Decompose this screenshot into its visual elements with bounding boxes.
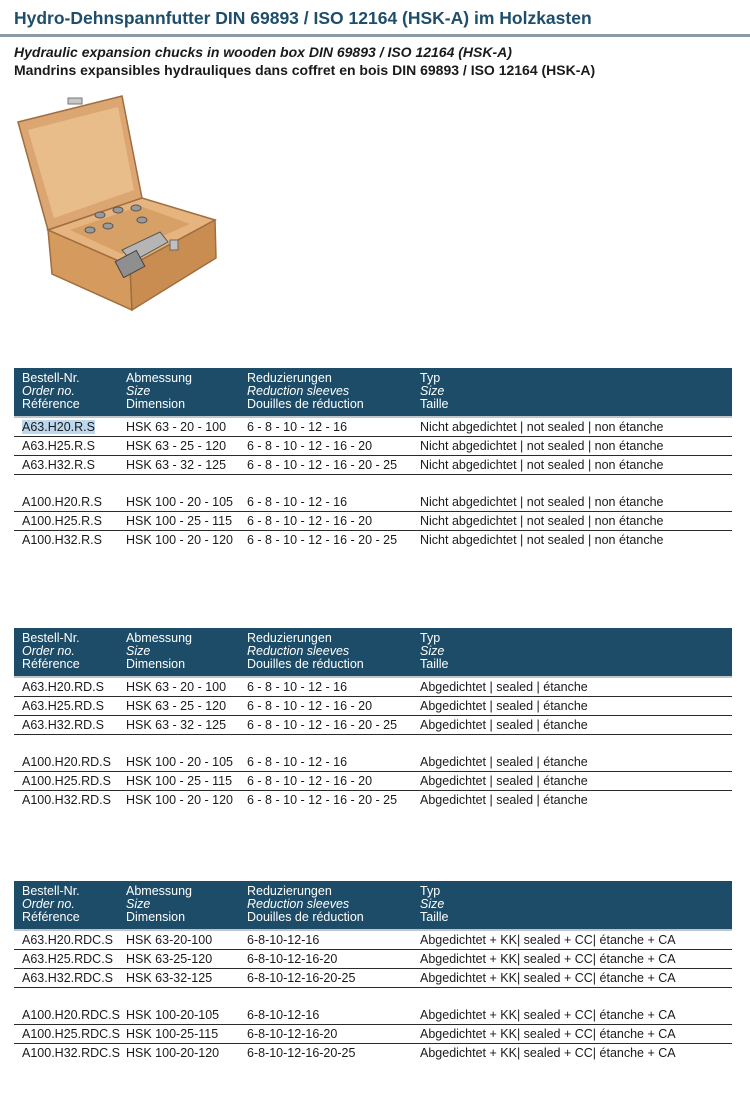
col-type-fr: Taille [420, 397, 449, 411]
table-header [14, 881, 732, 929]
col-size-de: Abmessung [126, 371, 193, 385]
table-row [14, 931, 732, 950]
table-row [14, 437, 732, 456]
col-sleeves-de: Reduzierungen [247, 371, 332, 385]
type-cell: Abgedichtet | sealed | étanche [420, 793, 588, 807]
col-sleeves-de: Reduzierungen [247, 884, 332, 898]
table-row [14, 950, 732, 969]
col-sleeves-fr: Douilles de réduction [247, 657, 364, 671]
title-divider [0, 34, 750, 37]
order-number[interactable]: A100.H20.RD.S [22, 755, 111, 769]
order-number[interactable]: A100.H25.R.S [22, 514, 102, 528]
col-order-en: Order no. [22, 644, 75, 658]
order-number[interactable]: A63.H25.RD.S [22, 699, 104, 713]
order-number[interactable]: A63.H25.R.S [22, 439, 95, 453]
col-type-en: Size [420, 644, 445, 658]
order-number[interactable]: A63.H32.RD.S [22, 718, 104, 732]
table-header [14, 368, 732, 416]
order-number[interactable]: A100.H20.RDC.S [22, 1008, 120, 1022]
sleeves-cell: 6 - 8 - 10 - 12 - 16 - 20 [247, 514, 373, 528]
col-type-en: Size [420, 897, 445, 911]
col-sleeves-fr: Douilles de réduction [247, 397, 364, 411]
sleeves-cell: 6-8-10-12-16-20 [247, 952, 338, 966]
sleeves-cell: 6 - 8 - 10 - 12 - 16 - 20 - 25 [247, 718, 398, 732]
table-row [14, 753, 732, 772]
col-size-en: Size [126, 384, 151, 398]
sleeves-cell: 6 - 8 - 10 - 12 - 16 [247, 420, 348, 434]
col-type-fr: Taille [420, 910, 449, 924]
col-sleeves-en: Reduction sleeves [247, 384, 350, 398]
type-cell: Nicht abgedichtet | not sealed | non étanche [420, 495, 664, 509]
type-cell: Abgedichtet + KK| sealed + CC| étanche + CA [420, 1046, 676, 1060]
type-cell: Nicht abgedichtet | not sealed | non étanche [420, 514, 664, 528]
type-cell: Abgedichtet | sealed | étanche [420, 699, 588, 713]
col-size-en: Size [126, 897, 151, 911]
size-cell: HSK 63 - 32 - 125 [126, 458, 227, 472]
order-number[interactable]: A100.H25.RD.S [22, 774, 111, 788]
size-cell: HSK 63 - 20 - 100 [126, 420, 227, 434]
table-row [14, 493, 732, 512]
order-number[interactable]: A100.H32.RD.S [22, 793, 111, 807]
col-sleeves-de: Reduzierungen [247, 631, 332, 645]
order-number[interactable]: A63.H32.R.S [22, 458, 95, 472]
sleeves-cell: 6 - 8 - 10 - 12 - 16 [247, 495, 348, 509]
sleeves-cell: 6 - 8 - 10 - 12 - 16 - 20 - 25 [247, 458, 398, 472]
size-cell: HSK 100 - 20 - 120 [126, 793, 234, 807]
type-cell: Abgedichtet | sealed | étanche [420, 774, 588, 788]
sleeves-cell: 6-8-10-12-16 [247, 1008, 320, 1022]
size-cell: HSK 100 - 25 - 115 [126, 514, 233, 528]
table-row [14, 716, 732, 735]
table-row [14, 697, 732, 716]
col-sleeves-en: Reduction sleeves [247, 644, 350, 658]
table-row [14, 1006, 732, 1025]
size-cell: HSK 63-32-125 [126, 971, 213, 985]
type-cell: Abgedichtet + KK| sealed + CC| étanche + CA [420, 933, 676, 947]
col-order-fr: Référence [22, 397, 80, 411]
table-row [14, 772, 732, 791]
type-cell: Abgedichtet + KK| sealed + CC| étanche + CA [420, 952, 676, 966]
size-cell: HSK 100 - 20 - 105 [126, 495, 234, 509]
type-cell: Nicht abgedichtet | not sealed | non étanche [420, 439, 664, 453]
sleeves-cell: 6-8-10-12-16-20 [247, 1027, 338, 1041]
col-type-de: Typ [420, 631, 441, 645]
col-order-de: Bestell-Nr. [22, 631, 80, 645]
size-cell: HSK 100 - 25 - 115 [126, 774, 233, 788]
table-row [14, 969, 732, 988]
col-order-fr: Référence [22, 657, 80, 671]
sleeves-cell: 6 - 8 - 10 - 12 - 16 - 20 - 25 [247, 793, 398, 807]
sleeves-cell: 6-8-10-12-16-20-25 [247, 971, 356, 985]
col-type-fr: Taille [420, 657, 449, 671]
size-cell: HSK 63 - 32 - 125 [126, 718, 227, 732]
page-title: Hydro-Dehnspannfutter DIN 69893 / ISO 12164 (HSK-A) im Holzkasten [14, 8, 592, 28]
col-order-en: Order no. [22, 897, 75, 911]
size-cell: HSK 100 - 20 - 105 [126, 755, 234, 769]
group-spacer [14, 475, 732, 493]
size-cell: HSK 63-25-120 [126, 952, 213, 966]
table-row [14, 791, 732, 809]
col-type-en: Size [420, 384, 445, 398]
size-cell: HSK 63 - 25 - 120 [126, 439, 227, 453]
col-size-fr: Dimension [126, 657, 186, 671]
sleeves-cell: 6-8-10-12-16-20-25 [247, 1046, 356, 1060]
type-cell: Abgedichtet | sealed | étanche [420, 755, 588, 769]
size-cell: HSK 63-20-100 [126, 933, 213, 947]
order-number[interactable]: A100.H32.RDC.S [22, 1046, 120, 1060]
col-sleeves-en: Reduction sleeves [247, 897, 350, 911]
sleeves-cell: 6 - 8 - 10 - 12 - 16 - 20 [247, 439, 373, 453]
col-sleeves-fr: Douilles de réduction [247, 910, 364, 924]
col-size-fr: Dimension [126, 910, 186, 924]
sleeves-cell: 6 - 8 - 10 - 12 - 16 - 20 - 25 [247, 533, 398, 547]
table-row [14, 456, 732, 475]
size-cell: HSK 100-25-115 [126, 1027, 219, 1041]
type-cell: Nicht abgedichtet | not sealed | non étanche [420, 420, 664, 434]
group-spacer [14, 988, 732, 1006]
order-number[interactable]: A63.H32.RDC.S [22, 971, 114, 985]
table-header [14, 628, 732, 676]
col-size-en: Size [126, 644, 151, 658]
wooden-box-product-image [10, 90, 220, 325]
subtitle-french: Mandrins expansibles hydrauliques dans coffret en bois DIN 69893 / ISO 12164 (HSK-A) [14, 62, 596, 78]
product-table-sealed [14, 628, 732, 809]
order-number[interactable]: A63.H20.RDC.S [22, 933, 114, 947]
sleeves-cell: 6 - 8 - 10 - 12 - 16 [247, 680, 348, 694]
type-cell: Abgedichtet + KK| sealed + CC| étanche + CA [420, 1027, 676, 1041]
type-cell: Abgedichtet + KK| sealed + CC| étanche + CA [420, 971, 676, 985]
order-number[interactable]: A63.H20.RD.S [22, 680, 104, 694]
col-order-fr: Référence [22, 910, 80, 924]
type-cell: Nicht abgedichtet | not sealed | non étanche [420, 458, 664, 472]
group-spacer [14, 735, 732, 753]
col-type-de: Typ [420, 884, 441, 898]
type-cell: Abgedichtet | sealed | étanche [420, 680, 588, 694]
table-row [14, 418, 732, 437]
size-cell: HSK 100-20-105 [126, 1008, 220, 1022]
order-number[interactable]: A100.H32.R.S [22, 533, 102, 547]
subtitle-english: Hydraulic expansion chucks in wooden box DIN 69893 / ISO 12164 (HSK-A) [14, 44, 512, 60]
sleeves-cell: 6-8-10-12-16 [247, 933, 320, 947]
size-cell: HSK 100-20-120 [126, 1046, 220, 1060]
table-row [14, 512, 732, 531]
col-order-en: Order no. [22, 384, 75, 398]
table-row [14, 678, 732, 697]
col-size-de: Abmessung [126, 884, 193, 898]
order-number[interactable]: A63.H25.RDC.S [22, 952, 114, 966]
product-table-not-sealed [14, 368, 732, 549]
col-order-de: Bestell-Nr. [22, 884, 80, 898]
col-size-fr: Dimension [126, 397, 186, 411]
order-number[interactable]: A63.H20.R.S [22, 420, 95, 434]
size-cell: HSK 63 - 20 - 100 [126, 680, 227, 694]
sleeves-cell: 6 - 8 - 10 - 12 - 16 - 20 [247, 774, 373, 788]
size-cell: HSK 100 - 20 - 120 [126, 533, 234, 547]
col-order-de: Bestell-Nr. [22, 371, 80, 385]
product-table-sealed-coolant [14, 881, 732, 1062]
order-number[interactable]: A100.H20.R.S [22, 495, 102, 509]
type-cell: Nicht abgedichtet | not sealed | non étanche [420, 533, 664, 547]
type-cell: Abgedichtet + KK| sealed + CC| étanche + CA [420, 1008, 676, 1022]
col-type-de: Typ [420, 371, 441, 385]
table-row [14, 1044, 732, 1062]
table-row [14, 1025, 732, 1044]
sleeves-cell: 6 - 8 - 10 - 12 - 16 - 20 [247, 699, 373, 713]
order-number[interactable]: A100.H25.RDC.S [22, 1027, 120, 1041]
sleeves-cell: 6 - 8 - 10 - 12 - 16 [247, 755, 348, 769]
size-cell: HSK 63 - 25 - 120 [126, 699, 227, 713]
type-cell: Abgedichtet | sealed | étanche [420, 718, 588, 732]
col-size-de: Abmessung [126, 631, 193, 645]
table-row [14, 531, 732, 549]
